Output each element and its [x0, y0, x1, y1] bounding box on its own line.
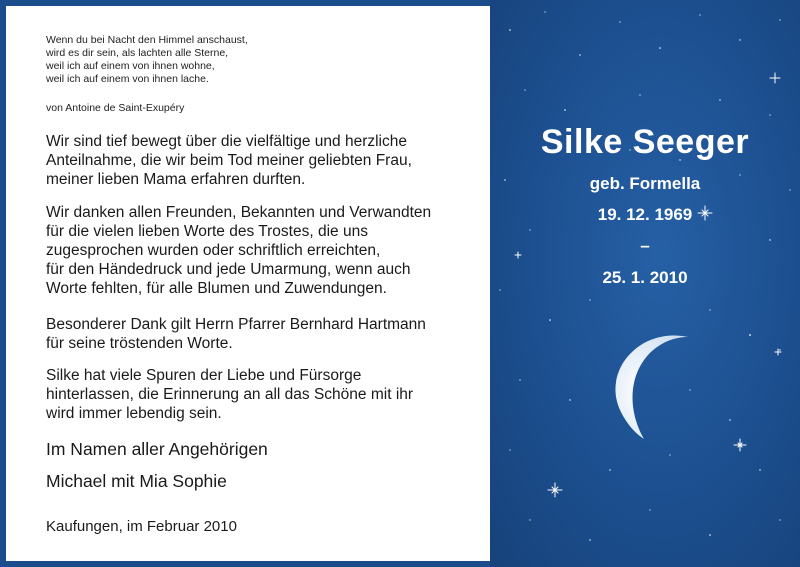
birth-date: 19. 12. 1969	[597, 205, 693, 224]
date-separator: –	[640, 236, 650, 255]
paragraph-line: Anteilnahme, die wir beim Tod meiner geliebten Frau,	[46, 152, 412, 169]
signature-names: Michael mit Mia Sophie	[46, 471, 227, 491]
poem-line: Wenn du bei Nacht den Himmel anschaust,	[46, 34, 248, 46]
thanks-paragraph	[46, 203, 486, 298]
poem-line: weil ich auf einem von ihnen lache.	[46, 73, 209, 85]
paragraph-line: wird immer lebendig sein.	[46, 405, 222, 422]
paragraph-line: zugesprochen wurden oder schriftlich erreichten,	[46, 242, 381, 259]
thanks-paragraph	[46, 366, 486, 423]
paragraph-line: für den Händedruck und jede Umarmung, wenn auch	[46, 261, 411, 278]
thanks-paragraph	[46, 132, 486, 189]
paragraph-line: Wir danken allen Freunden, Bekannten und Verwandten	[46, 204, 432, 221]
poem-line: wird es dir sein, als lachten alle Sterne,	[46, 47, 229, 59]
poem-author: von Antoine de Saint-Exupéry	[46, 102, 185, 114]
text-panel	[6, 6, 490, 561]
place-and-date: Kaufungen, im Februar 2010	[46, 518, 237, 535]
poem	[46, 34, 248, 86]
paragraph-line: Silke hat viele Spuren der Liebe und Fürsorge	[46, 367, 362, 384]
death-date: 25. 1. 2010	[602, 268, 688, 287]
paragraph-line: Besonderer Dank gilt Herrn Pfarrer Bernhard Hartmann	[46, 316, 426, 333]
poem-line: weil ich auf einem von ihnen wohne,	[46, 60, 215, 72]
birth-name: geb. Formella	[589, 174, 701, 193]
paragraph-line: Worte fehlten, für alle Blumen und Zuwendungen.	[46, 280, 387, 297]
thanks-paragraph	[46, 315, 486, 353]
crescent-moon-icon	[600, 325, 700, 445]
paragraph-line: Wir sind tief bewegt über die vielfältige und herzliche	[46, 133, 407, 150]
paragraph-line: für seine tröstenden Worte.	[46, 335, 233, 352]
deceased-name: Silke Seeger	[540, 123, 750, 161]
paragraph-line: meiner lieben Mama erfahren durften.	[46, 171, 306, 188]
signature-line: Im Namen aller Angehörigen	[46, 439, 268, 459]
paragraph-line: hinterlassen, die Erinnerung an all das Schöne mit ihr	[46, 386, 414, 403]
paragraph-line: für die vielen lieben Worte des Trostes, die uns	[46, 223, 368, 240]
